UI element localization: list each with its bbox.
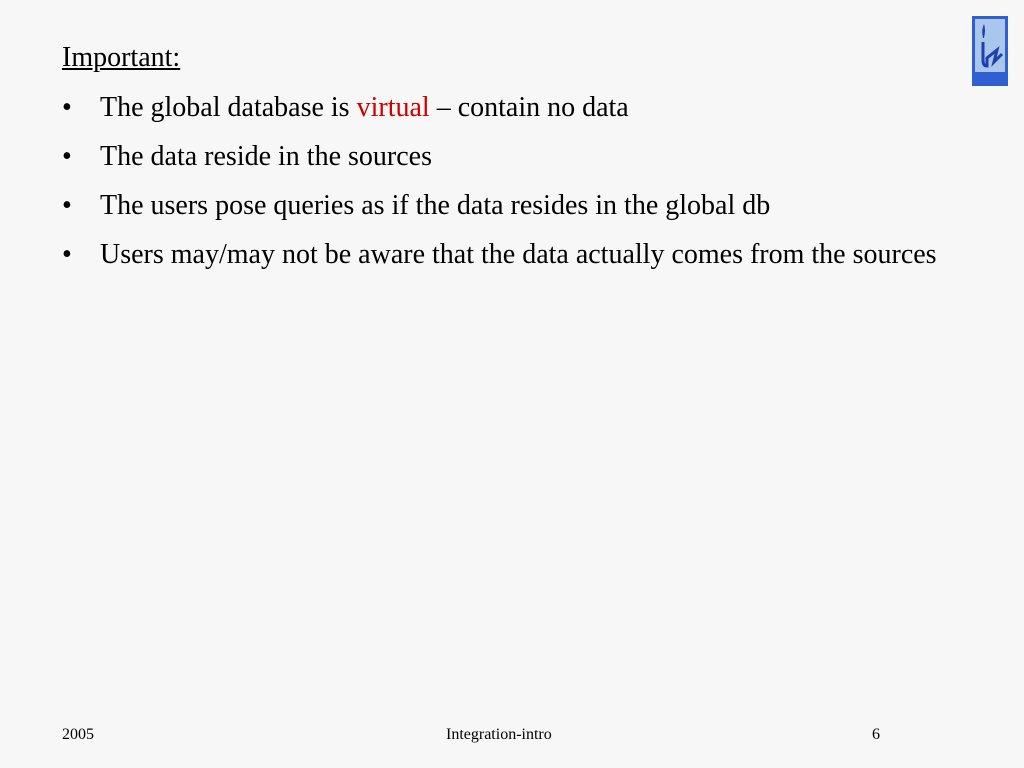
bullet-item bbox=[62, 185, 962, 226]
bullet-text-after: – contain no data bbox=[429, 92, 629, 123]
bullet-list bbox=[62, 87, 962, 275]
footer-year: 2005 bbox=[62, 726, 94, 743]
footer-page-number: 6 bbox=[872, 726, 880, 743]
bullet-item bbox=[62, 136, 962, 177]
bullet-glyph: • bbox=[62, 239, 72, 270]
bullet-item bbox=[62, 234, 962, 275]
highlighted-word: virtual bbox=[356, 92, 430, 123]
slide-content bbox=[62, 38, 962, 283]
institution-logo-icon bbox=[972, 16, 1008, 86]
bullet-glyph: • bbox=[62, 190, 72, 221]
slide-heading: Important: bbox=[62, 42, 181, 73]
bullet-glyph: • bbox=[62, 92, 72, 123]
bullet-glyph: • bbox=[62, 141, 72, 172]
bullet-text-before: The global database is bbox=[100, 92, 357, 123]
bullet-text: Users may/may not be aware that the data actually comes from the sources bbox=[100, 239, 937, 270]
footer-title: Integration-intro bbox=[446, 726, 552, 743]
bullet-text: The users pose queries as if the data resides in the global db bbox=[100, 190, 771, 221]
bullet-item bbox=[62, 87, 962, 128]
bullet-text: The data reside in the sources bbox=[100, 141, 432, 172]
